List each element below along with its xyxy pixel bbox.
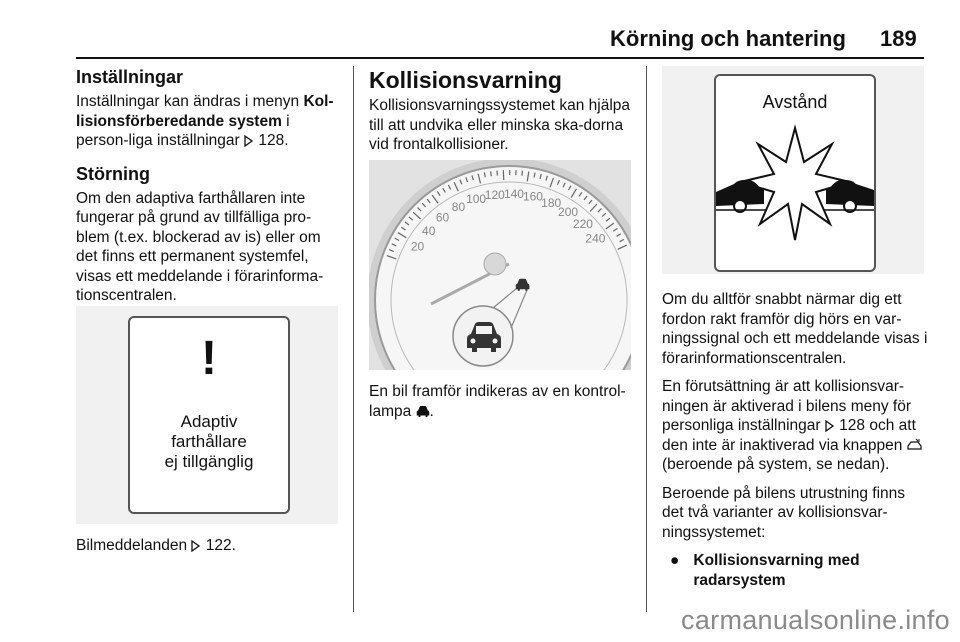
needle-hub (484, 253, 506, 275)
display-line-1: Adaptiv (180, 412, 238, 431)
settings-paragraph (76, 92, 344, 151)
reference-arrow-icon (191, 540, 201, 552)
column-divider-2 (646, 66, 647, 612)
collision-warning-button-icon (907, 438, 922, 452)
speedo-label-80: 80 (451, 199, 466, 214)
speedo-label-40: 40 (422, 223, 436, 238)
para-prerequisite (662, 377, 928, 475)
column-3 (662, 290, 928, 590)
acc-unavailable-figure (76, 306, 338, 524)
speedo-label-240: 240 (585, 231, 606, 246)
reference-arrow-icon (244, 135, 254, 147)
distance-warning-display (714, 74, 876, 272)
fault-heading: Störning (76, 163, 150, 184)
collision-graphic (716, 120, 874, 260)
settings-page-ref: 128. (258, 132, 289, 149)
vehicle-ahead-icon (416, 405, 430, 418)
acc-unavailable-display (128, 316, 290, 514)
indicator-end: . (429, 402, 434, 420)
bullet-text: Kollisionsvarning med radarsystem (693, 552, 860, 589)
settings-heading: Inställningar (76, 67, 184, 87)
vehicle-messages-page-ref: 122. (205, 537, 236, 554)
indicator-paragraph (369, 382, 637, 430)
settings-menu-name: Kol-lisionsförberedande system (76, 93, 334, 130)
para-warning: Om du alltför snabbt närmar dig ett fordon rakt framför dig hörs en var-ningssignal och ett meddelande visas i förarinformationscentralen. (662, 291, 928, 367)
collision-warning-heading: Kollisionsvarning (369, 67, 562, 93)
prereq-text-end: (beroende på system, se nedan). (662, 456, 890, 473)
reference-arrow-icon (825, 420, 835, 432)
bullet-item (670, 551, 928, 590)
settings-text-post: i person-liga inställningar (76, 112, 290, 149)
indicator-text: En bil framför indikeras av en kontrol-lampa (369, 383, 626, 420)
display-line-2: farthållare (171, 432, 247, 451)
speedo-label-200: 200 (558, 204, 579, 219)
warning-exclamation: ! (201, 332, 217, 385)
display-line-3: ej tillgänglig (164, 452, 254, 471)
speedo-label-140: 140 (503, 187, 524, 202)
page-number: 189 (880, 26, 917, 51)
vehicle-messages-ref (76, 536, 344, 565)
distance-warning-title: Avstånd (762, 92, 828, 112)
speedo-label-60: 60 (435, 210, 450, 225)
speedo-label-20: 20 (410, 239, 425, 254)
collision-intro: Kollisionsvarningssystemet kan hjälpa till att undvika eller minska ska-dorna vid frontalkollisioner. (369, 97, 631, 153)
header-rule (76, 57, 924, 59)
speedo-label-180: 180 (541, 195, 562, 210)
column-2 (369, 66, 637, 164)
speedometer-figure (369, 160, 631, 370)
prereq-page-ref: 128 (839, 417, 866, 434)
prereq-text: En förutsättning är att kollisionsvar-ningen är aktiverad i bilens meny för personliga inställningar (662, 378, 911, 434)
para-variants: Beroende på bilens utrustning finns det två varianter av kollisionsvar-ningssystemet: (662, 484, 905, 541)
page-header-title: Körning och hantering (610, 26, 846, 51)
settings-text: Inställningar kan ändras i menyn (76, 93, 304, 110)
vehicle-messages-text: Bilmeddelanden (76, 537, 192, 554)
speedo-label-100: 100 (466, 192, 487, 207)
column-divider-1 (353, 66, 354, 612)
distance-warning-figure (662, 66, 924, 274)
speedo-label-120: 120 (484, 187, 505, 202)
speedo-label-220: 220 (572, 217, 593, 232)
fault-paragraph: Om den adaptiva farthållaren inte fungerar på grund av tillfälliga pro-blem (t.ex. blockerad av is) eller om det finns ett permanent systemfel, visas ett meddelande i förarinforma-tionscentralen. (76, 189, 324, 304)
watermark: carmanualsonline.info (681, 605, 950, 635)
prereq-text-post: och att den inte är inaktiverad via knappen (662, 417, 916, 454)
speedometer-graphic (369, 160, 631, 370)
speedo-label-160: 160 (522, 189, 543, 204)
bullet-mark: ● (670, 552, 680, 569)
column-1 (76, 66, 344, 315)
